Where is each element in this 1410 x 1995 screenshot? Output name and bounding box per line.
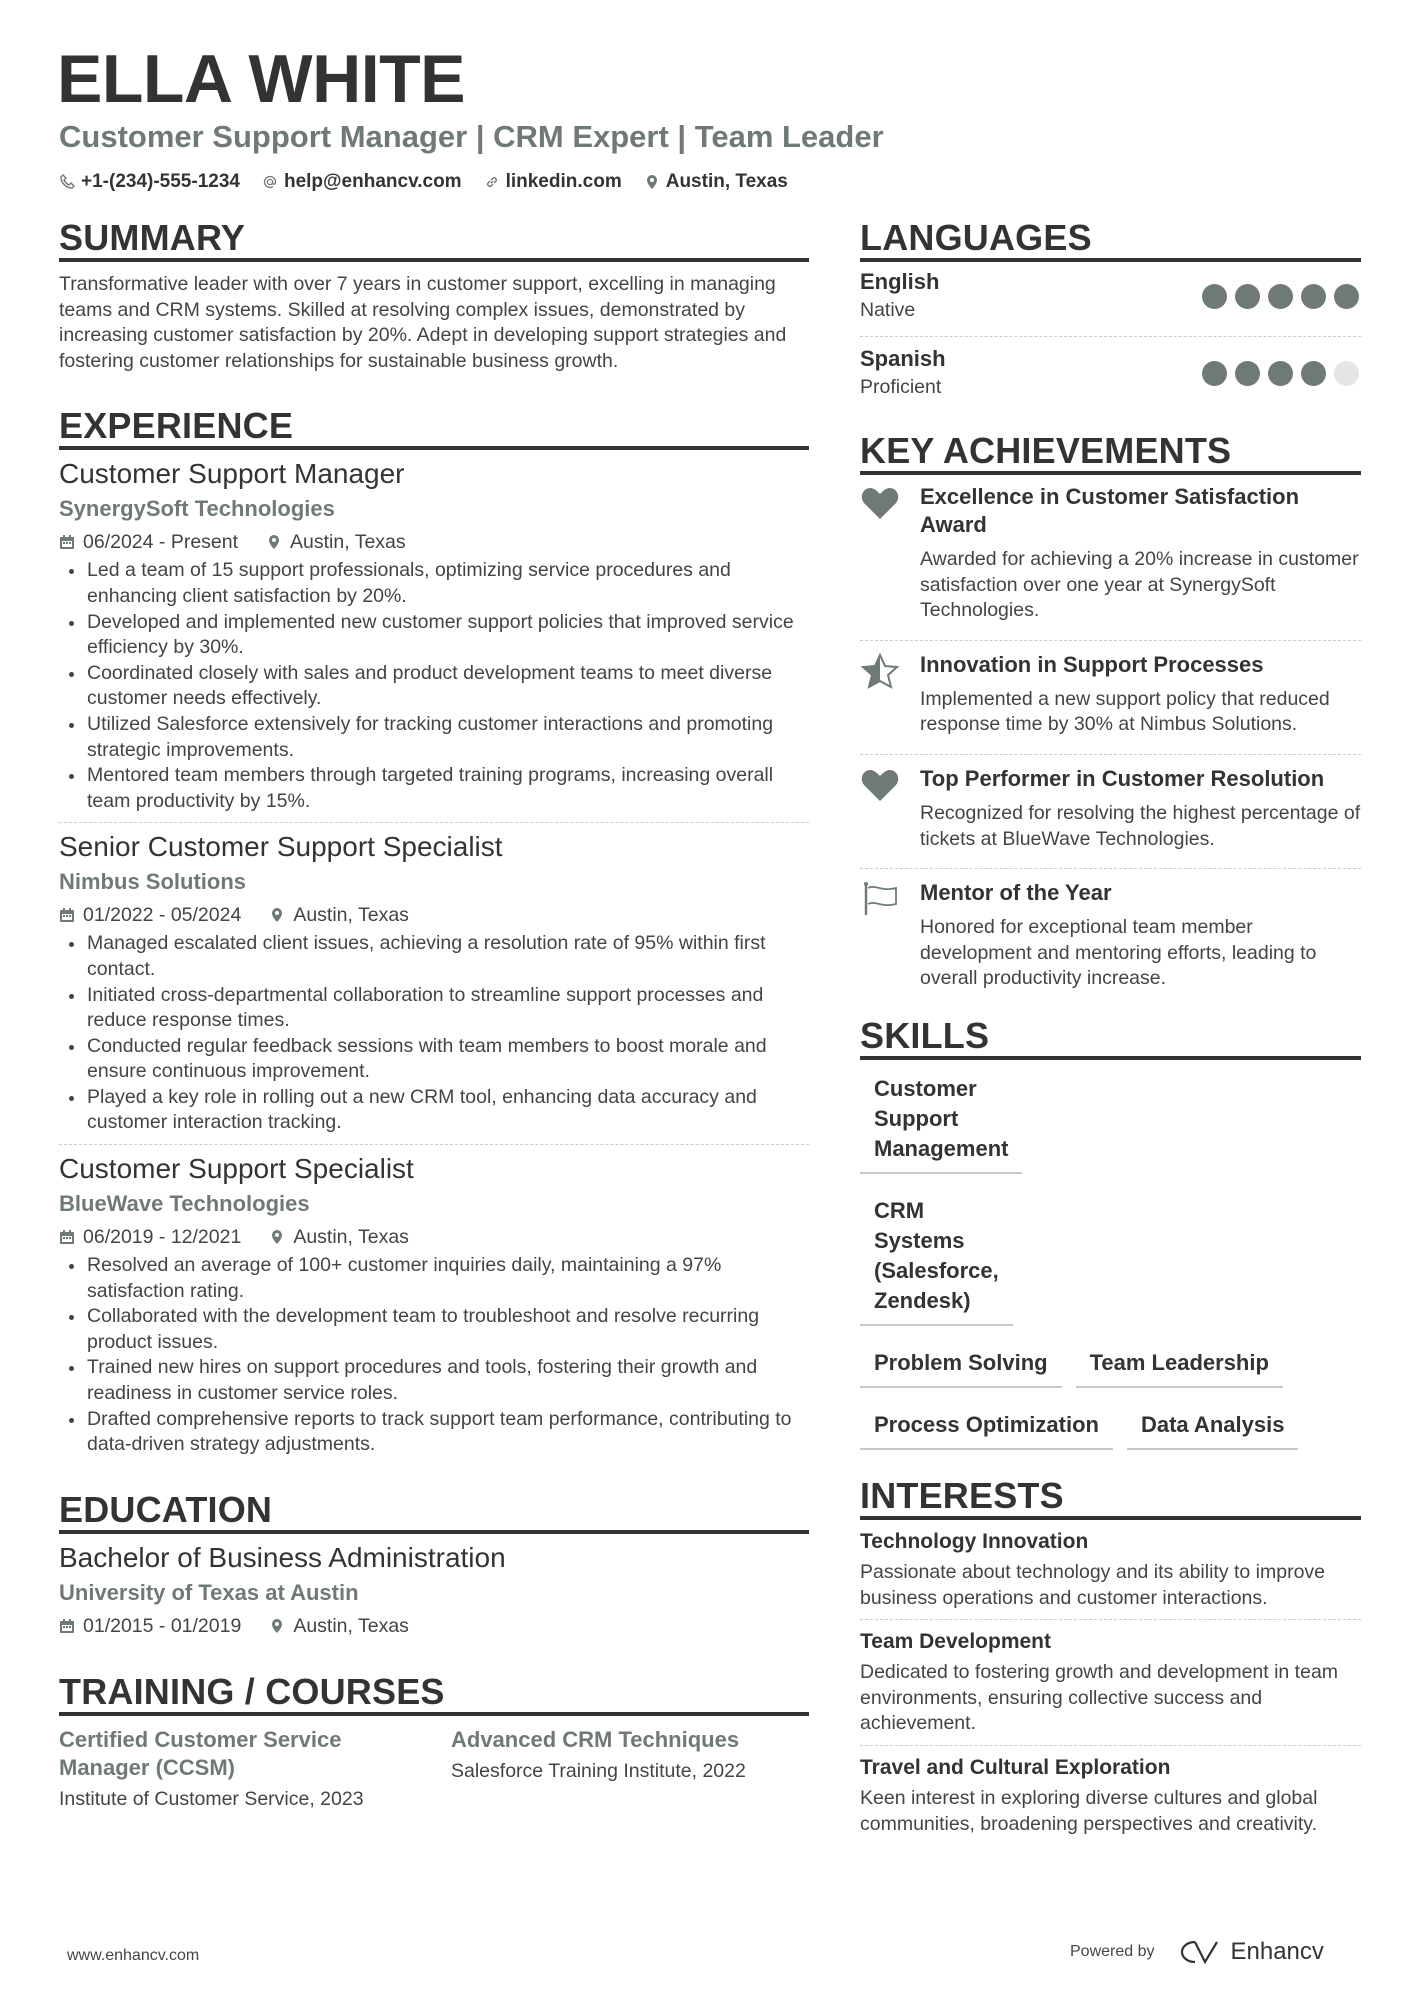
- rating-dot-empty: [1334, 361, 1359, 386]
- achievement-icon-wrap: [860, 483, 920, 624]
- contact-item[interactable]: [262, 168, 462, 196]
- divider: [59, 1144, 809, 1145]
- bullet-item: Managed escalated client issues, achieving a resolution rate of 95% within first contact.: [59, 931, 809, 982]
- job-bullets: [59, 931, 809, 1136]
- left-column: [59, 218, 809, 1813]
- enhancv-logo-icon: [1179, 1939, 1223, 1965]
- divider: [860, 754, 1361, 755]
- language-text: [860, 268, 939, 324]
- language-item: [860, 339, 1361, 405]
- summary-text: Transformative leader with over 7 years in customer support, excelling in managing teams and CRM systems. Skilled at resolving complex issues, demonstrated by increasing customer satisfaction by 20%. Adept in developing support strategies and fostering customer relationships for sustainable business growth.: [59, 273, 787, 372]
- job-location: Austin, Texas: [293, 1226, 409, 1249]
- job-meta: [59, 1223, 809, 1251]
- job-meta: [59, 901, 809, 929]
- section-heading: EXPERIENCE: [59, 406, 809, 450]
- interest-title: Team Development: [860, 1630, 1051, 1654]
- bullet-item: Coordinated closely with sales and product development teams to meet diverse customer needs effectively.: [59, 661, 809, 712]
- location-icon: [269, 1229, 285, 1245]
- achievement-text: [920, 879, 1361, 992]
- section-heading: LANGUAGES: [860, 218, 1361, 262]
- divider: [860, 1619, 1361, 1620]
- rating-dot-filled: [1235, 284, 1260, 309]
- proficiency-rating: [1202, 361, 1359, 386]
- experience-section: [59, 406, 809, 1457]
- calendar-icon: [59, 534, 75, 550]
- heart-icon: [860, 767, 900, 803]
- training-section: [59, 1672, 809, 1813]
- achievement-desc: Recognized for resolving the highest percentage of tickets at BlueWave Technologies.: [920, 801, 1361, 850]
- school: University of Texas at Austin: [59, 1579, 359, 1605]
- contact-item[interactable]: [484, 168, 622, 196]
- job-meta: [59, 528, 809, 556]
- enhancv-logo[interactable]: [1179, 1938, 1324, 1966]
- achievement-title: Innovation in Support Processes: [920, 651, 1264, 677]
- language-name: Spanish: [860, 346, 946, 371]
- degree: Bachelor of Business Administration: [59, 1541, 506, 1573]
- job-entry: [59, 1151, 809, 1458]
- achievement-title: Excellence in Customer Satisfaction Award: [920, 484, 1300, 537]
- job-dates-wrap: [59, 1223, 241, 1251]
- bullet-item: Collaborated with the development team to troubleshoot and resolve recurring product issues.: [59, 1304, 809, 1355]
- section-heading: TRAINING / COURSES: [59, 1672, 809, 1716]
- interest-desc: Dedicated to fostering growth and development in team environments, ensuring collective success and achievement.: [860, 1661, 1339, 1735]
- rating-dot-filled: [1334, 284, 1359, 309]
- job-bullets: [59, 1253, 809, 1458]
- language-level: Proficient: [860, 376, 942, 398]
- skill-tag: Process Optimization: [860, 1404, 1113, 1450]
- summary-section: [59, 218, 809, 374]
- section-heading: INTERESTS: [860, 1476, 1361, 1520]
- contact-text: help@enhancv.com: [283, 171, 462, 192]
- job-dates-wrap: [59, 528, 238, 556]
- achievement-item: [860, 871, 1361, 1000]
- calendar-icon: [59, 1229, 75, 1245]
- website-link[interactable]: www.enhancv.com: [67, 1947, 200, 1964]
- job-dates-wrap: [59, 901, 241, 929]
- course-org: Institute of Customer Service, 2023: [59, 1787, 364, 1810]
- powered-by: [1070, 1938, 1324, 1966]
- bullet-item: Mentored team members through targeted training programs, increasing overall team productivity by 15%.: [59, 763, 809, 814]
- divider: [860, 640, 1361, 641]
- rating-dot-filled: [1235, 361, 1260, 386]
- bullet-item: Led a team of 15 support professionals, optimizing service procedures and enhancing client satisfaction by 20%.: [59, 558, 809, 609]
- job-title: Customer Support Specialist: [59, 1153, 414, 1185]
- achievement-text: [920, 483, 1361, 624]
- course-org: Salesforce Training Institute, 2022: [451, 1759, 746, 1782]
- divider: [860, 868, 1361, 869]
- interest-title: Technology Innovation: [860, 1529, 1089, 1553]
- contact-item[interactable]: [59, 168, 240, 196]
- job-title: Customer Support Manager: [59, 458, 405, 490]
- achievement-item: [860, 475, 1361, 632]
- job-location-wrap: [269, 901, 409, 929]
- skill-tag: Customer Support Management: [860, 1068, 1022, 1174]
- bullet-item: Conducted regular feedback sessions with team members to boost morale and ensure continuous improvement.: [59, 1034, 809, 1085]
- bullet-item: Trained new hires on support procedures and tools, fostering their growth and readiness in customer service roles.: [59, 1355, 809, 1406]
- divider: [59, 822, 809, 823]
- education-dates: 01/2015 - 01/2019: [83, 1614, 242, 1637]
- location-icon: [266, 534, 282, 550]
- job-bullets: [59, 558, 809, 814]
- phone-icon: [59, 174, 75, 190]
- job-location: Austin, Texas: [290, 531, 406, 554]
- skill-tag: Team Leadership: [1076, 1342, 1283, 1388]
- contact-text: +1-(234)-555-1234: [81, 171, 240, 192]
- achievement-title: Top Performer in Customer Resolution: [920, 765, 1325, 791]
- flag-icon: [860, 881, 900, 917]
- achievement-desc: Honored for exceptional team member development and mentoring efforts, leading to overall productivity increase.: [920, 916, 1317, 990]
- job-dates: 01/2022 - 05/2024: [83, 904, 242, 927]
- brand-name: Enhancv: [1230, 1938, 1324, 1965]
- language-item: [860, 262, 1361, 328]
- language-text: [860, 345, 946, 401]
- right-column: [860, 218, 1361, 1837]
- rating-dot-filled: [1202, 284, 1227, 309]
- job-entry: [59, 456, 809, 814]
- rating-dot-filled: [1301, 361, 1326, 386]
- achievement-icon-wrap: [860, 651, 920, 738]
- rating-dot-filled: [1268, 284, 1293, 309]
- achievements-section: [860, 431, 1361, 1000]
- calendar-icon: [59, 907, 75, 923]
- rating-dot-filled: [1301, 284, 1326, 309]
- education-meta: [59, 1612, 809, 1640]
- achievement-text: [920, 651, 1361, 738]
- link-icon: [484, 174, 500, 190]
- job-dates: 06/2024 - Present: [83, 531, 239, 554]
- job-entry: [59, 829, 809, 1136]
- section-heading: SKILLS: [860, 1016, 1361, 1060]
- achievement-icon-wrap: [860, 879, 920, 992]
- at-icon: [262, 174, 278, 190]
- location-icon: [644, 174, 660, 190]
- contact-text: Austin, Texas: [665, 171, 788, 192]
- bullet-item: Played a key role in rolling out a new CRM tool, enhancing data accuracy and customer interaction tracking.: [59, 1085, 809, 1136]
- bullet-item: Initiated cross-departmental collaboration to streamline support processes and reduce response times.: [59, 983, 809, 1034]
- education-location: Austin, Texas: [293, 1614, 409, 1637]
- section-heading: KEY ACHIEVEMENTS: [860, 431, 1361, 475]
- bullet-item: Resolved an average of 100+ customer inquiries daily, maintaining a 97% satisfaction rating.: [59, 1253, 809, 1304]
- interest-title: Travel and Cultural Exploration: [860, 1755, 1171, 1779]
- proficiency-rating: [1202, 284, 1359, 309]
- contact-bar: [59, 168, 788, 196]
- bullet-item: Developed and implemented new customer support policies that improved service efficiency by 30%.: [59, 610, 809, 661]
- calendar-icon: [59, 1618, 75, 1634]
- achievement-title: Mentor of the Year: [920, 880, 1112, 906]
- job-location: Austin, Texas: [293, 904, 409, 927]
- contact-item[interactable]: [644, 168, 788, 196]
- job-location-wrap: [266, 528, 406, 556]
- divider: [860, 336, 1361, 337]
- job-dates: 06/2019 - 12/2021: [83, 1226, 242, 1249]
- achievement-icon-wrap: [860, 765, 920, 852]
- contact-text: linkedin.com: [505, 171, 622, 192]
- language-name: English: [860, 269, 940, 294]
- skill-tag: Data Analysis: [1127, 1404, 1298, 1450]
- achievement-text: [920, 765, 1361, 852]
- achievement-desc: Awarded for achieving a 20% increase in customer satisfaction over one year at SynergySoft Technologies.: [920, 548, 1359, 622]
- interest-desc: Passionate about technology and its ability to improve business operations and customer interactions.: [860, 1560, 1326, 1609]
- powered-by-label: Powered by: [1070, 1943, 1155, 1960]
- languages-section: [860, 218, 1361, 405]
- section-heading: SUMMARY: [59, 218, 809, 262]
- course-title: Advanced CRM Techniques: [451, 1726, 740, 1752]
- interest-desc: Keen interest in exploring diverse cultures and global communities, broadening perspectives and creativity.: [860, 1786, 1318, 1835]
- company-name: BlueWave Technologies: [59, 1191, 310, 1217]
- job-location-wrap: [269, 1223, 409, 1251]
- achievement-item: [860, 643, 1361, 746]
- skill-tag: CRM Systems (Salesforce, Zendesk): [860, 1190, 1013, 1326]
- course-item: [451, 1726, 807, 1813]
- section-heading: EDUCATION: [59, 1490, 809, 1534]
- achievement-item: [860, 757, 1361, 860]
- divider: [860, 1745, 1361, 1746]
- education-section: [59, 1490, 809, 1640]
- job-title: Senior Customer Support Specialist: [59, 831, 503, 863]
- rating-dot-filled: [1202, 361, 1227, 386]
- achievement-desc: Implemented a new support policy that reduced response time by 30% at Nimbus Solutions.: [920, 687, 1330, 736]
- candidate-name: ELLA WHITE: [57, 41, 465, 117]
- course-item: [59, 1726, 415, 1813]
- rating-dot-filled: [1268, 361, 1293, 386]
- location-icon: [269, 907, 285, 923]
- headline: Customer Support Manager | CRM Expert | Team Leader: [59, 119, 884, 154]
- star-icon: [860, 653, 900, 689]
- company-name: SynergySoft Technologies: [59, 496, 335, 522]
- course-title: Certified Customer Service Manager (CCSM): [59, 1726, 342, 1780]
- skills-section: [860, 1016, 1361, 1466]
- bullet-item: Utilized Salesforce extensively for tracking customer interactions and promoting strategic improvements.: [59, 712, 809, 763]
- language-level: Native: [860, 299, 916, 321]
- interests-section: [860, 1476, 1361, 1837]
- location-icon: [269, 1618, 285, 1634]
- company-name: Nimbus Solutions: [59, 869, 246, 895]
- heart-icon: [860, 485, 900, 521]
- skill-tag: Problem Solving: [860, 1342, 1062, 1388]
- bullet-item: Drafted comprehensive reports to track support team performance, contributing to data-driven strategy adjustments.: [59, 1407, 809, 1458]
